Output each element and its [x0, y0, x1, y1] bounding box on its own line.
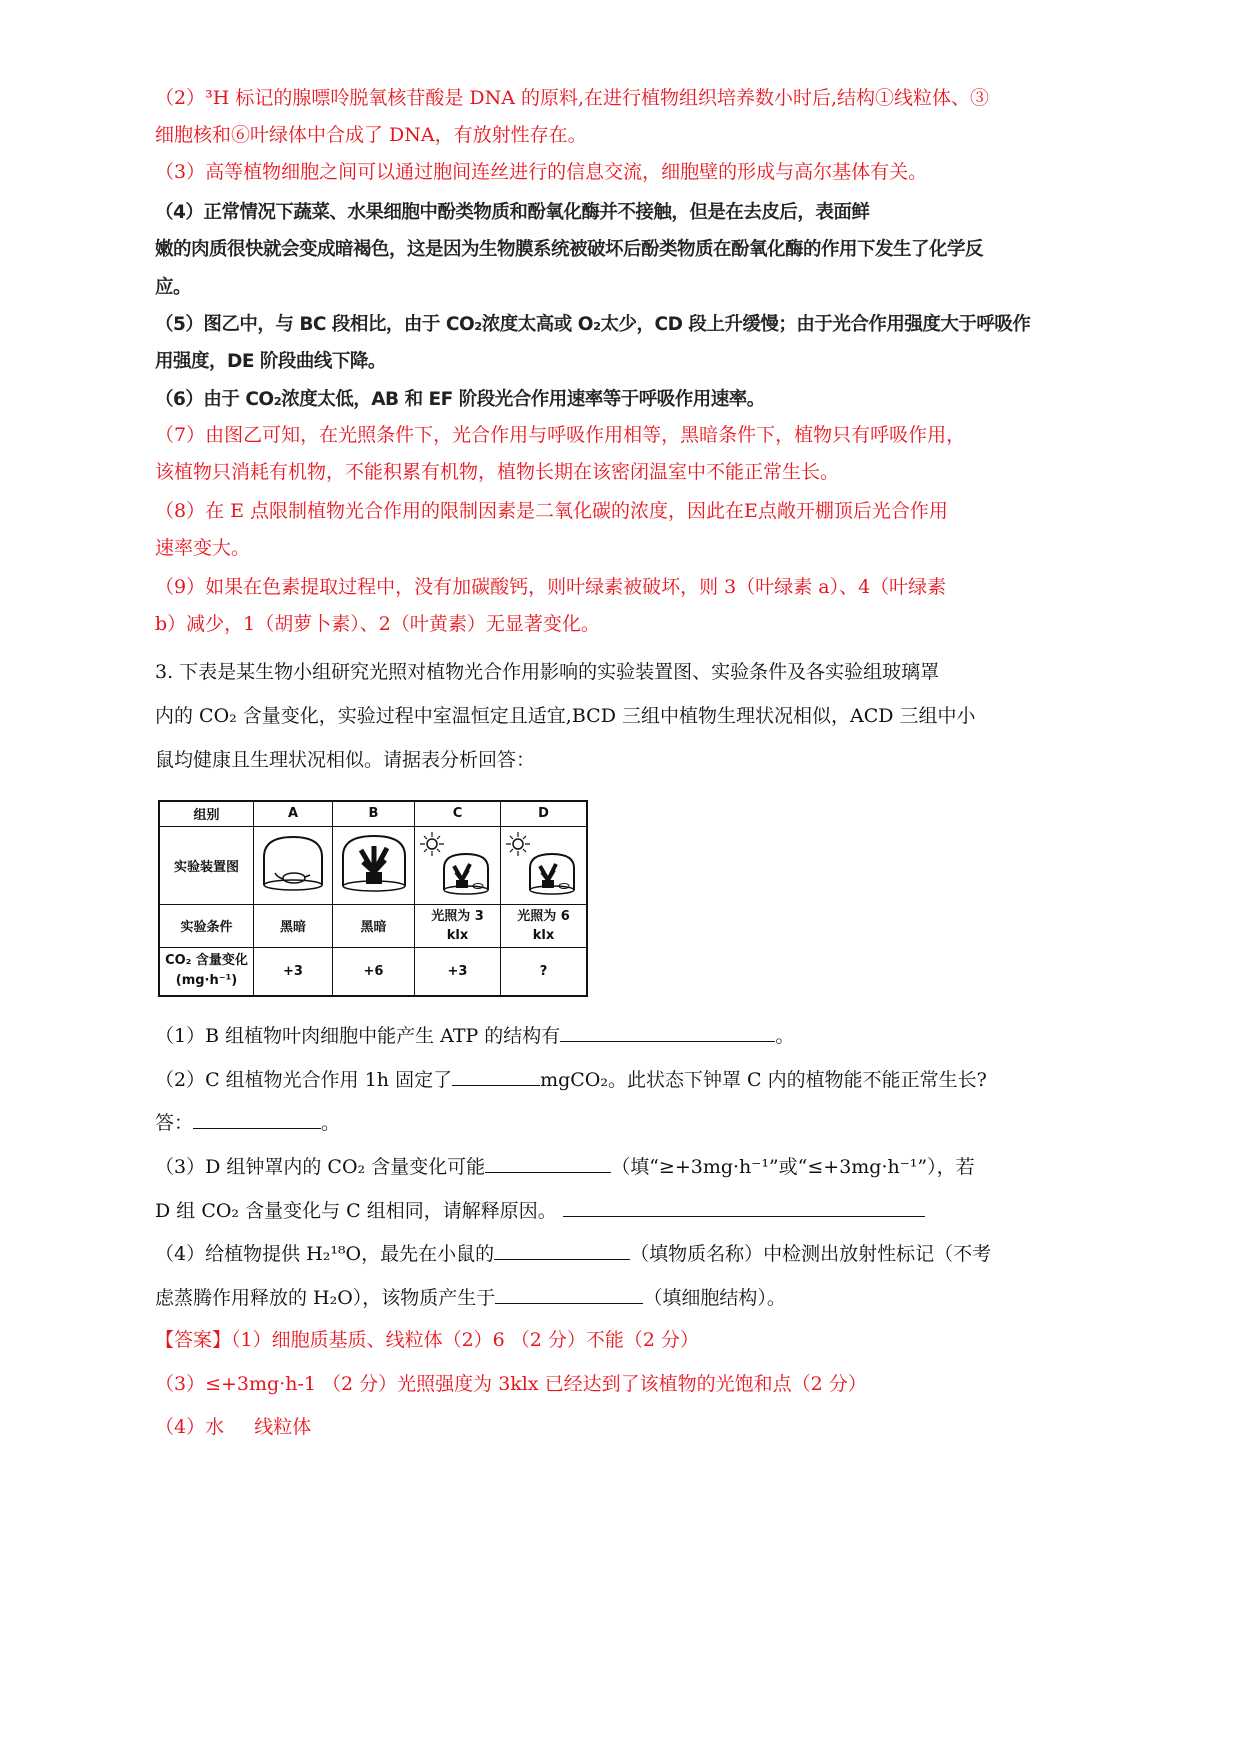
answer-line: 用强度，DE 阶段曲线下降。 [155, 351, 386, 372]
group-header: D [501, 801, 588, 826]
sub-question-1 [155, 1023, 794, 1048]
answer-line: （9）如果在色素提取过程中，没有加碳酸钙，则叶绿素被破坏，则 3（叶绿素 a）、4（叶绿素 [155, 576, 947, 598]
question-text: 。 [775, 1025, 795, 1047]
group-header: B [333, 801, 415, 826]
sun-plant-mouse-bell-jar-icon [415, 826, 501, 904]
answer-line: b）减少，1（胡萝卜素）、2（叶黄素）无显著变化。 [155, 613, 600, 635]
question-text: （2）C 组植物光合作用 1h 固定了 [155, 1069, 453, 1091]
row-label: 组别 [159, 801, 254, 826]
sub-question-2 [155, 1067, 987, 1092]
answer-line: 该植物只消耗有机物，不能积累有机物，植物长期在该密闭温室中不能正常生长。 [155, 461, 840, 483]
sub-question-3 [155, 1154, 975, 1179]
answer-key-line: （3）≤+3mg·h-1 （2 分）光照强度为 3klx 已经达到了该植物的光饱和点（2 分） [155, 1373, 867, 1395]
question-text: 。 [321, 1112, 341, 1134]
answer-blank[interactable] [495, 1285, 643, 1304]
answer-blank[interactable] [563, 1198, 925, 1217]
question-text: mgCO₂。此状态下钟罩 C 内的植物能不能正常生长? [540, 1069, 987, 1091]
condition-cell: 光照为 3 klx [415, 904, 501, 947]
co2-cell: ? [501, 947, 588, 996]
group-header: C [415, 801, 501, 826]
question-text: （填物质名称）中检测出放射性标记（不考 [630, 1243, 992, 1265]
sub-question-4 [155, 1241, 991, 1266]
condition-cell: 黑暗 [333, 904, 415, 947]
co2-cell: +3 [254, 947, 333, 996]
answer-line: （4）正常情况下蔬菜、水果细胞中酚类物质和酚氧化酶并不接触，但是在去皮后，表面鲜 [155, 202, 870, 223]
answer-line: （3）高等植物细胞之间可以通过胞间连丝进行的信息交流，细胞壁的形成与高尔基体有关。 [155, 161, 928, 183]
answer-line: （2）³H 标记的腺嘌呤脱氧核苷酸是 DNA 的原料,在进行植物组织培养数小时后,结构①线粒体、③ [155, 87, 990, 109]
answer-key-line: （4）水 线粒体 [155, 1416, 312, 1438]
condition-cell: 光照为 6 klx [501, 904, 588, 947]
answer-line: （7）由图乙可知，在光照条件下，光合作用与呼吸作用相等，黑暗条件下，植物只有呼吸作用， [155, 424, 966, 446]
answer-blank[interactable] [193, 1110, 321, 1129]
group-header: A [254, 801, 333, 826]
question-text: （3）D 组钟罩内的 CO₂ 含量变化可能 [155, 1156, 486, 1178]
experiment-table [158, 800, 588, 997]
question-text: 答： [155, 1112, 194, 1134]
question-text: （4）给植物提供 H₂¹⁸O，最先在小鼠的 [155, 1243, 495, 1265]
row-label: CO₂ 含量变化(mg·h⁻¹) [159, 947, 254, 996]
answer-line: 速率变大。 [155, 537, 251, 559]
question-intro: 鼠均健康且生理状况相似。请据表分析回答： [155, 749, 536, 771]
co2-cell: +3 [415, 947, 501, 996]
answer-line: 细胞核和⑥叶绿体中合成了 DNA，有放射性存在。 [155, 124, 587, 146]
condition-cell: 黑暗 [254, 904, 333, 947]
question-text: （填细胞结构）。 [643, 1287, 786, 1309]
question-intro: 内的 CO₂ 含量变化，实验过程中室温恒定且适宜,BCD 三组中植物生理状况相似，ACD 三组中小 [155, 705, 976, 727]
answer-line: （8）在 E 点限制植物光合作用的限制因素是二氧化碳的浓度，因此在E点敞开棚顶后光合作用 [155, 500, 948, 522]
answer-key-line: 【答案】（1）细胞质基质、线粒体（2）6 （2 分）不能（2 分） [155, 1329, 700, 1351]
mouse-bell-jar-icon [254, 826, 333, 904]
sub-question-4b [155, 1285, 786, 1310]
sub-question-3b [155, 1198, 925, 1223]
answer-line: （6）由于 CO₂浓度太低，AB 和 EF 阶段光合作用速率等于呼吸作用速率。 [155, 389, 765, 410]
co2-cell: +6 [333, 947, 415, 996]
question-text: （1）B 组植物叶肉细胞中能产生 ATP 的结构有 [155, 1025, 561, 1047]
row-label: 实验装置图 [159, 826, 254, 904]
answer-blank[interactable] [560, 1023, 775, 1042]
sun-plant-mouse-bell-jar-icon [501, 826, 588, 904]
answer-blank[interactable] [494, 1241, 630, 1260]
answer-line: 应。 [155, 277, 192, 298]
question-text: （填“≥+3mg·h⁻¹”或“≤+3mg·h⁻¹”），若 [611, 1156, 975, 1178]
sub-question-2b [155, 1110, 340, 1135]
answer-line: （5）图乙中，与 BC 段相比，由于 CO₂浓度太高或 O₂太少，CD 段上升缓慢；由于光合作用强度大于呼吸作 [155, 314, 1031, 335]
plant-bell-jar-icon [333, 826, 415, 904]
row-label: 实验条件 [159, 904, 254, 947]
answer-blank[interactable] [452, 1067, 540, 1086]
question-text: 虑蒸腾作用释放的 H₂O），该物质产生于 [155, 1287, 496, 1309]
question-intro: 3. 下表是某生物小组研究光照对植物光合作用影响的实验装置图、实验条件及各实验组玻璃罩 [155, 661, 940, 683]
answer-line: 嫩的肉质很快就会变成暗褐色，这是因为生物膜系统被破坏后酚类物质在酚氧化酶的作用下发生了化学反 [155, 239, 984, 260]
question-text: D 组 CO₂ 含量变化与 C 组相同，请解释原因。 [155, 1200, 557, 1222]
answer-blank[interactable] [485, 1154, 611, 1173]
